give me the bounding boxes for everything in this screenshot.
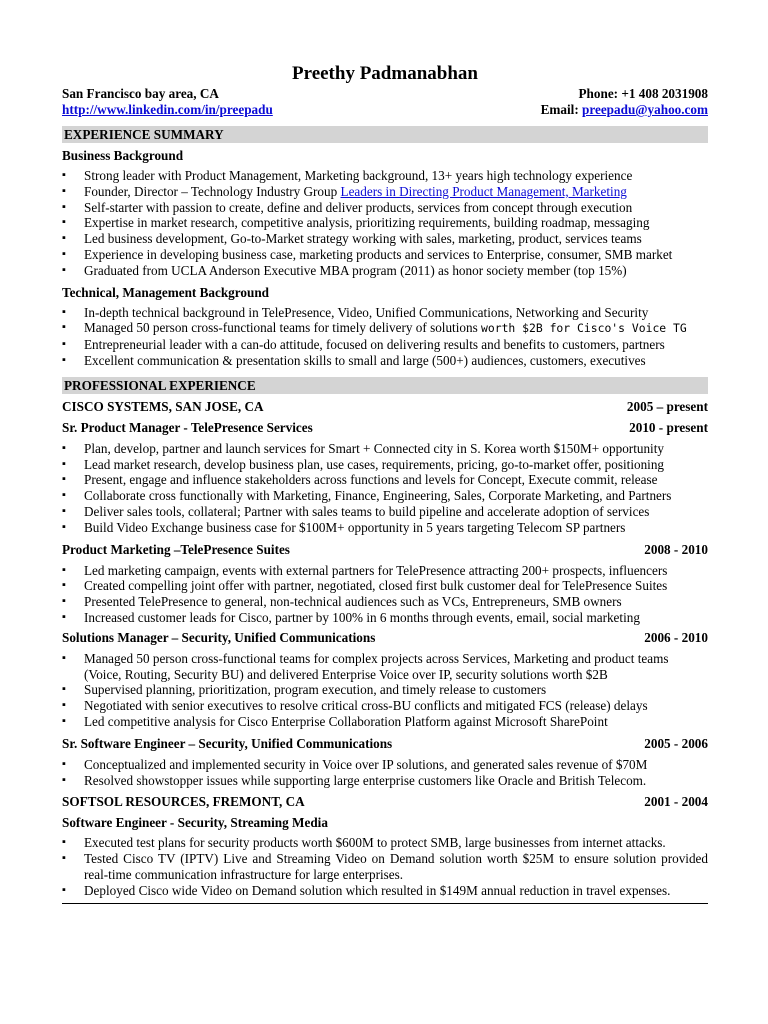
phone: Phone: +1 408 2031908 — [578, 86, 708, 101]
list-item: ▪ Deployed Cisco wide Video on Demand solution which resulted in $149M annual reduction in travel expenses. — [62, 883, 708, 899]
company-row-softsol — [62, 794, 708, 810]
list-item — [62, 184, 708, 200]
role-bullets — [62, 651, 708, 730]
list-item — [62, 320, 708, 337]
role-title: Solutions Manager – Security, Unified Communications — [62, 629, 376, 645]
list-item: ▪ Led business development, Go-to-Market strategy working with sales, marketing, product, services teams — [62, 231, 708, 247]
company-row-cisco — [62, 399, 708, 415]
role-title: Software Engineer - Security, Streaming Media — [62, 815, 328, 831]
company-dates: 2005 – present — [626, 398, 708, 414]
group-link[interactable]: Leaders in Directing Product Management, Marketing — [340, 183, 627, 199]
role-title: Sr. Product Manager - TelePresence Services — [62, 419, 313, 435]
email-block — [541, 102, 708, 118]
list-item: ▪ Strong leader with Product Management, Marketing background, 13+ years high technology experience — [62, 168, 708, 184]
role-bullets — [62, 441, 708, 536]
role-dates: 2008 - 2010 — [644, 541, 708, 557]
list-item: ▪ Executed test plans for security products worth $600M to protect SMB, large businesses from internet attacks. — [62, 835, 708, 851]
role-row — [62, 420, 708, 436]
list-item: ▪ Resolved showstopper issues while supporting large enterprise customers like Oracle and British Telecom. — [62, 773, 708, 789]
bottom-divider — [62, 903, 708, 904]
list-item: ▪ Managed 50 person cross-functional teams for complex projects across Services, Marketing and product teams (Voice, Routing, Security BU) and delivered Enterprise Voice over IP, security solutions worth $2B — [62, 651, 708, 683]
section-professional-experience: PROFESSIONAL EXPERIENCE — [62, 377, 708, 394]
list-item: ▪ Present, engage and influence stakeholders across functions and levels for Concept, Execute commit, release — [62, 472, 708, 488]
list-item: ▪ Plan, develop, partner and launch services for Smart + Connected city in S. Korea worth $150M+ opportunity — [62, 441, 708, 457]
list-item: ▪ Presented TelePresence to general, non-technical audiences such as VCs, Entrepreneurs, SMB owners — [62, 594, 708, 610]
list-item: ▪ Experience in developing business case, marketing products and services to Enterprise, consumer, SMB market — [62, 247, 708, 263]
company-name: CISCO SYSTEMS, SAN JOSE, CA — [62, 398, 264, 414]
list-item: ▪ In-depth technical background in TelePresence, Video, Unified Communications, Networking and Security — [62, 305, 708, 321]
business-background-heading: Business Background — [62, 148, 184, 163]
list-item: ▪ Increased customer leads for Cisco, partner by 100% in 6 months through events, email, social marketing — [62, 610, 708, 626]
list-item: ▪ Self-starter with passion to create, define and deliver products, services from concept through execution — [62, 200, 708, 216]
list-item: ▪ Supervised planning, prioritization, program execution, and timely release to customers — [62, 682, 708, 698]
role-title: Sr. Software Engineer – Security, Unified Communications — [62, 735, 393, 751]
section-experience-summary: EXPERIENCE SUMMARY — [62, 126, 708, 143]
technical-background-list — [62, 305, 708, 369]
list-item: ▪ Graduated from UCLA Anderson Executive MBA program (2011) as honor society member (top 15%) — [62, 263, 708, 279]
contact-row-1 — [62, 86, 708, 102]
contact-row-2 — [62, 102, 708, 118]
company-dates: 2001 - 2004 — [644, 794, 708, 810]
technical-background-heading: Technical, Management Background — [62, 284, 269, 300]
email-link[interactable]: preepadu@yahoo.com — [582, 102, 708, 117]
list-item: ▪ Tested Cisco TV (IPTV) Live and Streaming Video on Demand solution worth $25M to ensure solution provided real-time communication infrastructure for large enterprises. — [62, 851, 708, 883]
role-bullets — [62, 835, 708, 898]
list-item: ▪ Collaborate cross functionally with Marketing, Finance, Engineering, Sales, Corporate Marketing, and Partners — [62, 488, 708, 504]
list-item: ▪ Lead market research, develop business plan, use cases, requirements, pricing, go-to-market offer, positioning — [62, 457, 708, 473]
linkedin-link[interactable]: http://www.linkedin.com/in/preepadu — [62, 102, 273, 117]
location: San Francisco bay area, CA — [62, 86, 219, 101]
role-bullets — [62, 757, 708, 789]
list-item: ▪ Deliver sales tools, collateral; Partner with sales teams to build pipeline and accelerate adoption of services — [62, 504, 708, 520]
role-dates: 2005 - 2006 — [644, 735, 708, 751]
email-label: Email: — [540, 102, 583, 117]
list-item: ▪ Entrepreneurial leader with a can-do attitude, focused on delivering results and benefits to customers, partners — [62, 337, 708, 353]
role-dates: 2010 - present — [629, 419, 708, 435]
resume-page — [62, 62, 708, 904]
list-item: ▪ Led competitive analysis for Cisco Enterprise Collaboration Platform against Microsoft SharePoint — [62, 714, 708, 730]
role-row — [62, 736, 708, 752]
list-item: ▪ Created compelling joint offer with partner, negotiated, closed first bulk customer deal for TelePresence Suites — [62, 578, 708, 594]
role-dates: 2006 - 2010 — [644, 629, 708, 645]
company-name: SOFTSOL RESOURCES, FREMONT, CA — [62, 794, 305, 810]
role-row — [62, 542, 708, 558]
tech-mono-text: worth $2B for Cisco's Voice TG — [481, 321, 687, 336]
founder-text: Founder, Director – Technology Industry Group — [84, 183, 341, 199]
role-row — [62, 630, 708, 646]
list-item: ▪ Conceptualized and implemented security in Voice over IP solutions, and generated sales revenue of $70M — [62, 757, 708, 773]
list-item: ▪ Expertise in market research, competitive analysis, prioritizing requirements, building roadmap, messaging — [62, 215, 708, 231]
list-item: ▪ Negotiated with senior executives to resolve critical cross-BU conflicts and mitigated FCS (release) delays — [62, 698, 708, 714]
candidate-name: Preethy Padmanabhan — [292, 63, 478, 84]
business-background-list — [62, 168, 708, 279]
role-title: Product Marketing –TelePresence Suites — [62, 541, 290, 557]
tech-text: Managed 50 person cross-functional teams for timely delivery of solutions — [84, 320, 481, 336]
list-item: ▪ Excellent communication & presentation skills to small and large (500+) audiences, customers, executives — [62, 353, 708, 369]
role-bullets — [62, 563, 708, 626]
list-item: ▪ Build Video Exchange business case for $100M+ opportunity in 5 years targeting Telecom SP partners — [62, 520, 708, 536]
list-item: ▪ Led marketing campaign, events with external partners for TelePresence attracting 200+ prospects, influencers — [62, 563, 708, 579]
